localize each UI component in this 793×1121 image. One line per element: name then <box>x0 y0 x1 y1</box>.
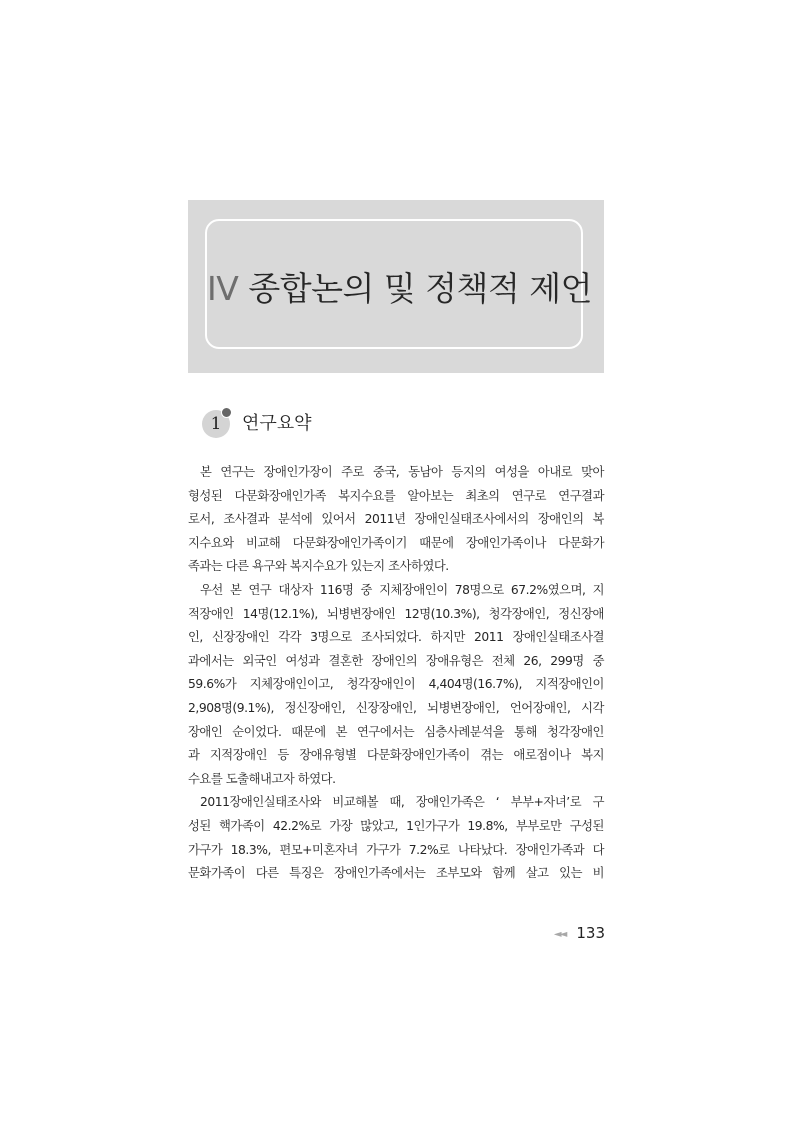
text-line: 문화가족이 다른 특징은 장애인가족에서는 조부모와 함께 살고 있는 비 <box>188 866 604 881</box>
section-number-badge: 1 <box>202 410 230 438</box>
double-arrow-left-icon: ◄◄ <box>553 929 566 940</box>
text-line: 2,908명(9.1%), 정신장애인, 신장장애인, 뇌병변장애인, 언어장애인, 시각 <box>188 700 604 715</box>
chapter-number: IV <box>207 269 239 308</box>
section-title: 연구요약 <box>242 413 312 434</box>
paragraph <box>188 579 604 791</box>
section-heading <box>202 406 502 440</box>
text-line: 가구가 18.3%, 편모+미혼자녀 가구가 7.2%로 나타났다. 장애인가족과 다 <box>188 842 604 857</box>
chapter-title <box>207 269 593 309</box>
body-text <box>188 461 604 886</box>
text-line: 장애인 순이었다. 때문에 본 연구에서는 심층사례분석을 통해 청각장애인 <box>188 724 604 739</box>
text-line: 수요를 도출해내고자 하였다. <box>188 771 336 786</box>
paragraph <box>188 461 604 579</box>
text-line: 우선 본 연구 대상자 116명 중 지체장애인이 78명으로 67.2%였으며, 지 <box>200 582 604 597</box>
chapter-header-band <box>188 200 604 373</box>
text-line: 지수요와 비교해 다문화장애인가족이기 때문에 장애인가족이나 다문화가 <box>188 535 604 550</box>
text-line: 로서, 조사결과 분석에 있어서 2011년 장애인실태조사에서의 장애인의 복 <box>188 512 604 527</box>
text-line: 형성된 다문화장애인가족 복지수요를 알아보는 최초의 연구로 연구결과 <box>188 488 604 503</box>
text-line: 인, 신장장애인 각각 3명으로 조사되었다. 하지만 2011 장애인실태조사결 <box>188 630 604 645</box>
chapter-title-text: 종합논의 및 정책적 제언 <box>248 269 593 308</box>
text-line: 59.6%가 지체장애인이고, 청각장애인이 4,404명(16.7%), 지적장애인이 <box>188 677 604 692</box>
page-footer <box>554 922 605 944</box>
text-line: 족과는 다른 욕구와 복지수요가 있는지 조사하였다. <box>188 559 449 574</box>
chapter-title-frame <box>205 219 593 349</box>
text-line: 적장애인 14명(12.1%), 뇌병변장애인 12명(10.3%), 청각장애인, 정신장애 <box>188 606 604 621</box>
page-number: 133 <box>576 924 605 942</box>
text-line: 2011장애인실태조사와 비교해볼 때, 장애인가족은 ‘ 부부+자녀’로 구 <box>200 795 604 810</box>
text-line: 과 지적장애인 등 장애유형별 다문화장애인가족이 겪는 애로점이나 복지 <box>188 748 604 763</box>
text-line: 과에서는 외국인 여성과 결혼한 장애인의 장애유형은 전체 26, 299명 중 <box>188 653 604 668</box>
paragraph <box>188 791 604 885</box>
text-line: 성된 핵가족이 42.2%로 가장 많았고, 1인가구가 19.8%, 부부로만 구성된 <box>188 818 604 833</box>
section-badge-dot <box>221 407 232 418</box>
text-line: 본 연구는 장애인가장이 주로 중국, 동남아 등지의 여성을 아내로 맞아 <box>200 465 604 479</box>
